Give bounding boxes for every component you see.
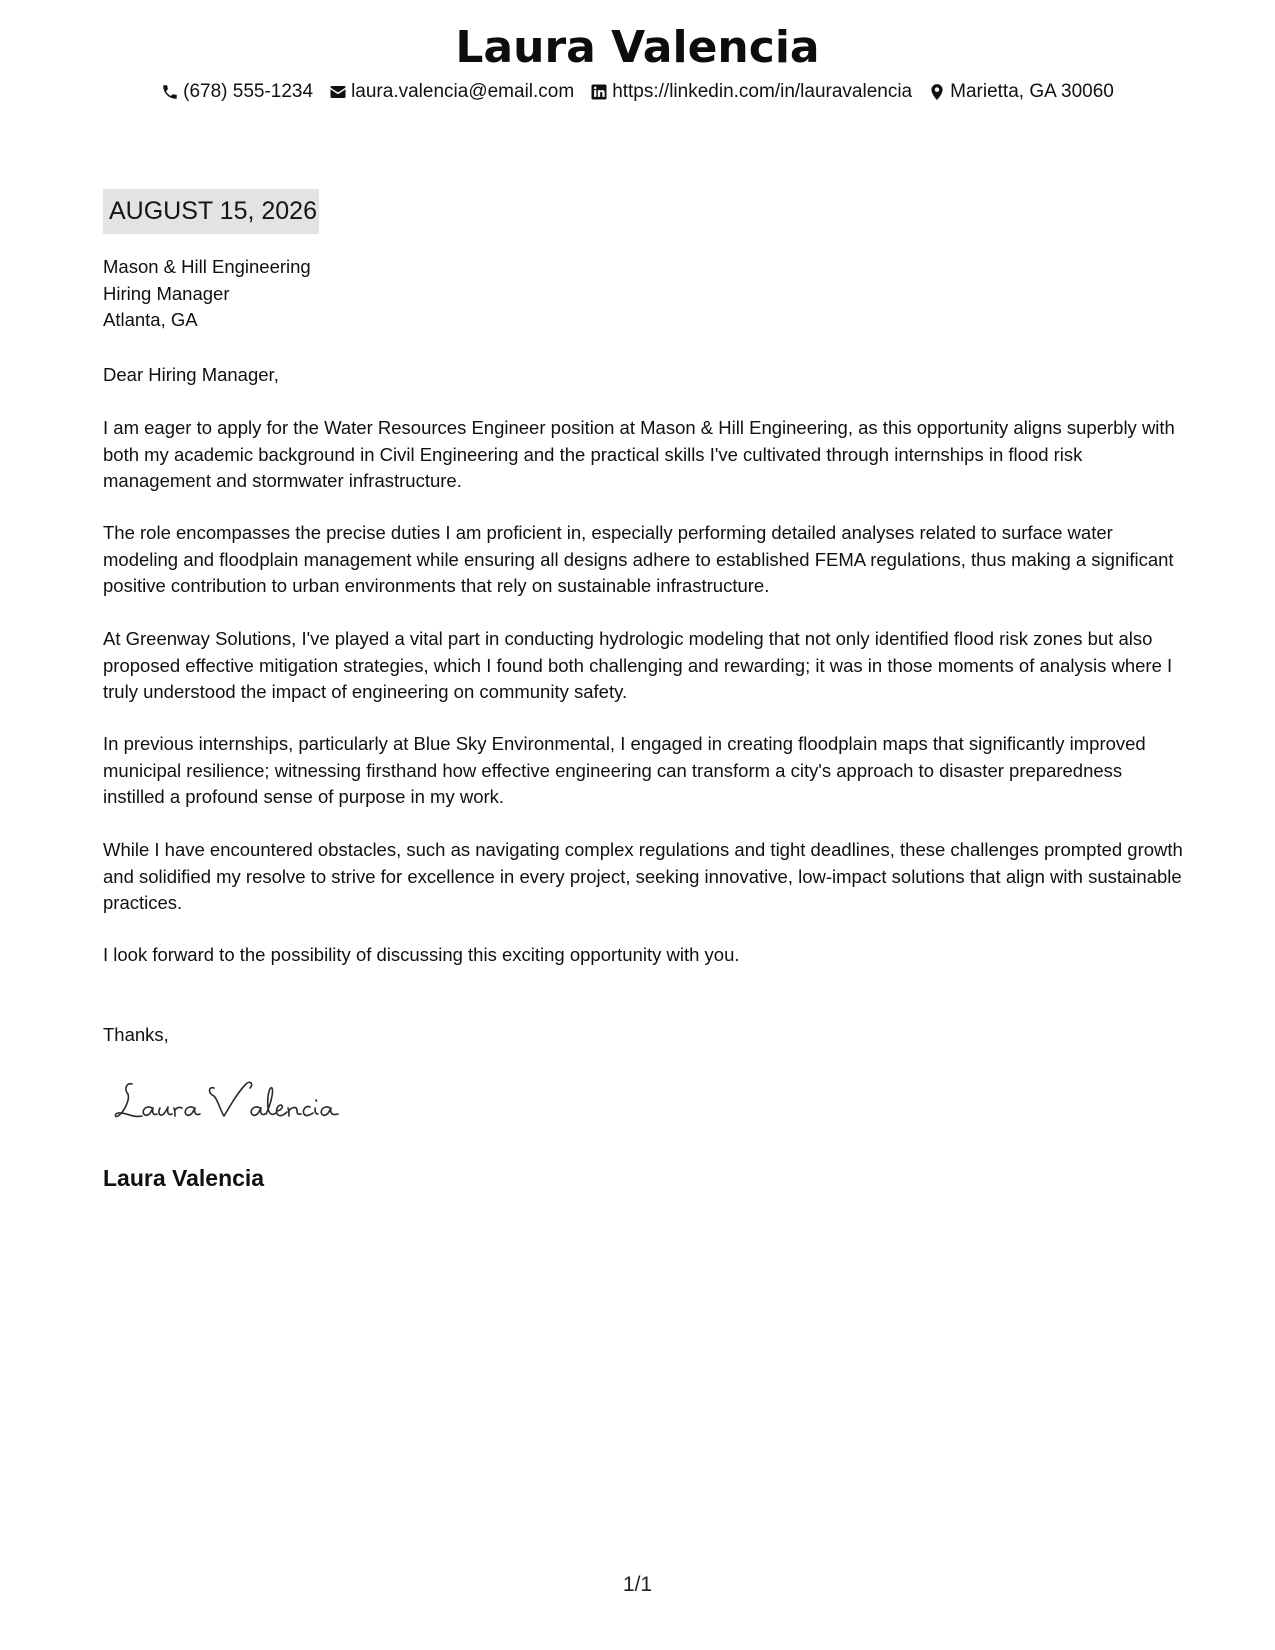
recipient-title: Hiring Manager (103, 282, 230, 304)
contact-location-text: Marietta, GA 30060 (950, 81, 1114, 102)
recipient-company: Mason & Hill Engineering (103, 256, 311, 277)
contact-phone (161, 78, 313, 106)
contact-row (0, 78, 1275, 106)
body-paragraph: I am eager to apply for the Water Resources Engineer position at Mason & Hill Engineering, as this opportunity aligns superbly with both my academic background in Civil Engineering and the practical skills I've cultivated through internships in flood risk management and stormwater infrastructure. (103, 417, 1175, 491)
page-number: 1/1 (622, 1573, 653, 1596)
header-name: Laura Valencia (455, 22, 820, 73)
salutation: Dear Hiring Manager, (103, 364, 279, 385)
map-marker-icon (928, 83, 946, 101)
body-paragraph: At Greenway Solutions, I've played a vital part in conducting hydrologic modeling that not only identified flood risk zones but also proposed effective mitigation strategies, which I found both challenging and rewarding; it was in those moments of analysis where I truly understood the impact of engineering on community safety. (103, 628, 1173, 702)
recipient-location: Atlanta, GA (103, 309, 198, 330)
closing: Thanks, (103, 1024, 169, 1045)
letter-date: AUGUST 15, 2026 (103, 189, 319, 234)
contact-email[interactable] (329, 78, 574, 106)
contact-email-text[interactable]: laura.valencia@email.com (351, 81, 575, 102)
contact-linkedin[interactable] (590, 78, 912, 106)
body-paragraph: The role encompasses the precise duties I am proficient in, especially performing detailed analyses related to surface water modeling and floodplain management while ensuring all designs adhere to established FEMA regulations, thus making a significant positive contribution to urban environments that rely on sustainable infrastructure. (103, 522, 1174, 596)
body-paragraph: I look forward to the possibility of discussing this exciting opportunity with you. (103, 944, 740, 965)
contact-linkedin-text[interactable]: https://linkedin.com/in/lauravalencia (612, 81, 913, 102)
signer-name: Laura Valencia (103, 1165, 265, 1191)
recipient-block (103, 254, 311, 334)
body-paragraph: In previous internships, particularly at Blue Sky Environmental, I engaged in creating floodplain maps that significantly improved municipal resilience; witnessing firsthand how effective engineering can transform a city's approach to disaster preparedness instilled a profound sense of purpose in my work. (103, 733, 1146, 807)
contact-location (928, 78, 1114, 106)
body-paragraph: While I have encountered obstacles, such as navigating complex regulations and tight deadlines, these challenges prompted growth and solidified my resolve to strive for excellence in every project, seeking innovative, low-impact solutions that align with sustainable practices. (103, 839, 1183, 913)
handwritten-signature (112, 1072, 362, 1132)
contact-phone-text: (678) 555-1234 (183, 81, 314, 102)
envelope-icon (329, 83, 347, 101)
linkedin-icon (590, 83, 608, 101)
phone-icon (161, 83, 179, 101)
